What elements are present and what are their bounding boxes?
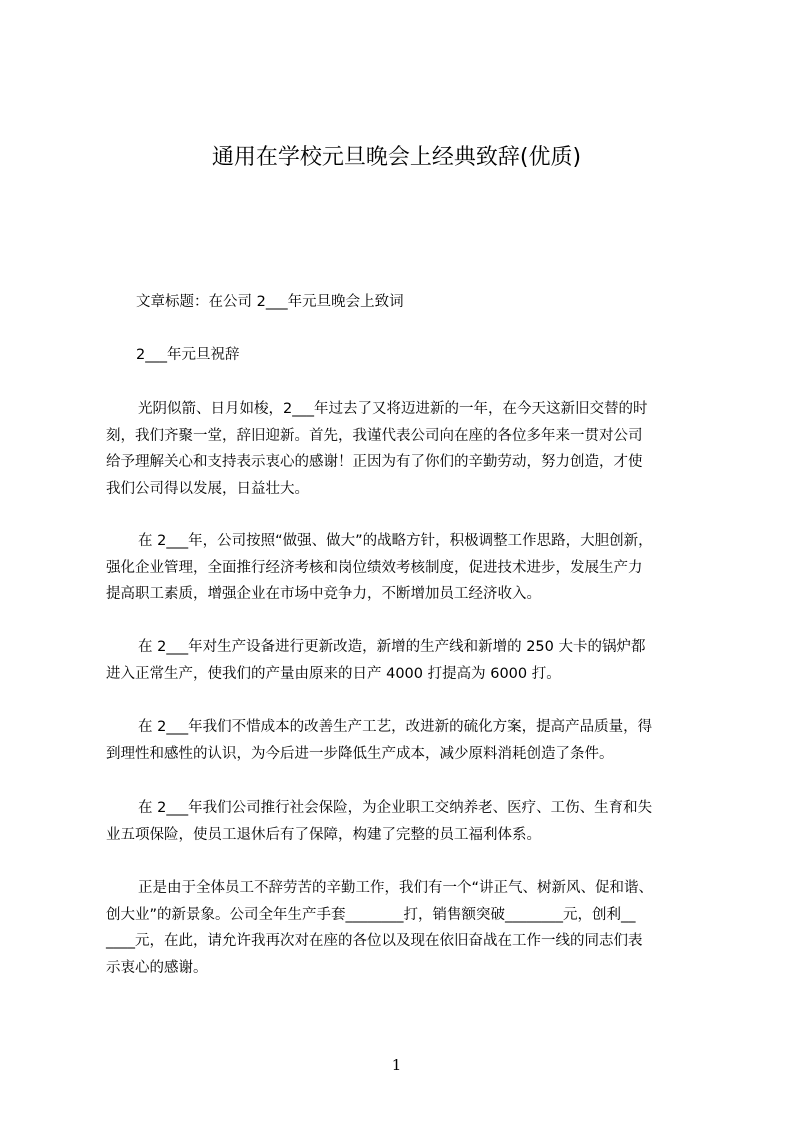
text-line: 刻，我们齐聚一堂，辞旧迎新。首先，我谨代表公司向在座的各位多年来一贯对公司 <box>106 427 643 444</box>
text-line: 正是由于全体员工不辞劳苦的辛勤工作，我们有一个“讲正气、树新风、促和谐、 <box>138 880 654 896</box>
text-line: 给予理解关心和支持表示衷心的感谢！正因为有了你们的辛勤劳动，努力创造，才使 <box>106 454 643 470</box>
paragraph-5 <box>106 795 710 848</box>
text-line: 在 2___年对生产设备进行更新改造，新增的生产线和新增的 250 大卡的锅炉都 <box>138 639 646 655</box>
text-line: 我们公司得以发展，日益壮大。 <box>106 480 309 497</box>
paragraph-2 <box>106 528 710 608</box>
paragraph-4 <box>106 714 710 767</box>
text-line: 在 2___年我们不惜成本的改善生产工艺，改进新的硫化方案，提高产品质量，得 <box>138 719 653 735</box>
text-line: 文章标题：在公司 2___年元旦晚会上致词 <box>136 294 404 310</box>
text-line: 示衷心的感谢。 <box>106 959 208 976</box>
paragraph-1 <box>106 396 710 502</box>
text-line: ____元，在此，请允许我再次对在座的各位以及现在依旧奋战在工作一线的同志们表 <box>106 933 643 949</box>
text-line: 2___年元旦祝辞 <box>136 347 240 363</box>
paragraph-6 <box>106 875 710 981</box>
text-line: 业五项保险，使员工退休后有了保障，构建了完整的员工福利体系。 <box>106 826 541 843</box>
text-line: 创大业”的新景象。公司全年生产手套________打，销售额突破________元，创利__ <box>106 906 636 923</box>
page-number: 1 <box>391 1056 402 1074</box>
text-line: 在 2___年，公司按照“做强、做大”的战略方针，积极调整工作思路，大胆创新， <box>138 533 653 549</box>
text-line: 光阴似箭、日月如梭，2___年过去了又将迈进新的一年，在今天这新旧交替的时 <box>138 401 648 417</box>
paragraph-subtitle <box>106 342 710 369</box>
text-line: 提高职工素质，增强企业在市场中竞争力，不断增加员工经济收入。 <box>106 586 541 602</box>
paragraph-article-title <box>106 289 710 316</box>
text-line: 在 2___年我们公司推行社会保险，为企业职工交纳养老、医疗、工伤、生育和失 <box>138 800 653 816</box>
text-line: 进入正常生产，使我们的产量由原来的日产 4000 打提高为 6000 打。 <box>106 665 561 682</box>
document-title: 通用在学校元旦晚会上经典致辞(优质) <box>211 145 582 170</box>
text-line: 强化企业管理，全面推行经济考核和岗位绩效考核制度，促进技术进步，发展生产力 <box>106 559 643 576</box>
paragraph-3 <box>106 634 710 687</box>
text-line: 到理性和感性的认识，为今后进一步降低生产成本，减少原料消耗创造了条件。 <box>106 745 614 762</box>
